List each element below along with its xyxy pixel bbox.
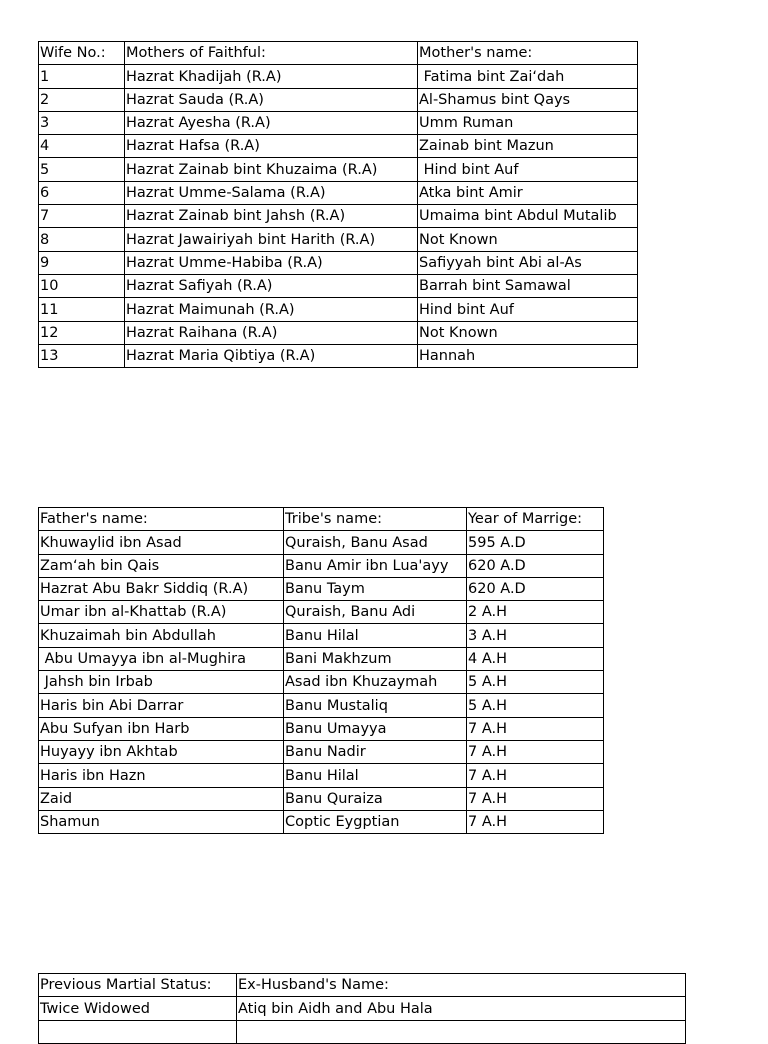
table-cell: Banu Nadir <box>284 740 467 763</box>
table-cell: Umm Ruman <box>418 111 638 134</box>
table-cell: 2 <box>39 88 125 111</box>
table-cell: Khuzaimah bin Abdullah <box>39 624 284 647</box>
table-cell: Banu Hilal <box>284 624 467 647</box>
table-cell: Safiyyah bint Abi al-As <box>418 251 638 274</box>
column-header: Wife No.: <box>39 42 125 65</box>
table-cell: Hazrat Maimunah (R.A) <box>125 298 418 321</box>
table-cell: Hazrat Sauda (R.A) <box>125 88 418 111</box>
table-cell: Haris bin Abi Darrar <box>39 694 284 717</box>
table-cell: Umar ibn al-Khattab (R.A) <box>39 601 284 624</box>
table-cell: 4 A.H <box>467 647 604 670</box>
table-cell: 620 A.D <box>467 577 604 600</box>
column-header: Mother's name: <box>418 42 638 65</box>
table-cell: Shamun <box>39 810 284 833</box>
table-cell: 9 <box>39 251 125 274</box>
table-cell: Hind bint Auf <box>418 158 638 181</box>
table-cell: Quraish, Banu Asad <box>284 531 467 554</box>
table-cell: Hazrat Abu Bakr Siddiq (R.A) <box>39 577 284 600</box>
table-row <box>39 111 638 134</box>
table-cell: Fatima bint Zai‘dah <box>418 65 638 88</box>
table-cell: Banu Amir ibn Lua'ayy <box>284 554 467 577</box>
table-cell: 5 <box>39 158 125 181</box>
table-cell: 7 A.H <box>467 787 604 810</box>
table-row <box>39 577 604 600</box>
table-cell: Banu Umayya <box>284 717 467 740</box>
table-row <box>39 298 638 321</box>
table-cell: 13 <box>39 344 125 367</box>
table-row <box>39 647 604 670</box>
table-cell: Hazrat Zainab bint Khuzaima (R.A) <box>125 158 418 181</box>
table-cell: Khuwaylid ibn Asad <box>39 531 284 554</box>
table-cell: 3 A.H <box>467 624 604 647</box>
table-cell: 3 <box>39 111 125 134</box>
table-cell: Zaid <box>39 787 284 810</box>
table-cell: Not Known <box>418 228 638 251</box>
table-cell: Twice Widowed <box>39 997 237 1020</box>
table-row <box>39 228 638 251</box>
table-cell: 11 <box>39 298 125 321</box>
fathers-tribes-table <box>38 507 604 834</box>
column-header: Ex-Husband's Name: <box>237 974 686 997</box>
table-row <box>39 135 638 158</box>
table-cell: Hazrat Umme-Habiba (R.A) <box>125 251 418 274</box>
table-cell: 620 A.D <box>467 554 604 577</box>
table-cell: 10 <box>39 274 125 297</box>
table-row <box>39 810 604 833</box>
table-cell: Banu Hilal <box>284 764 467 787</box>
table-cell: Al-Shamus bint Qays <box>418 88 638 111</box>
table-cell: 7 A.H <box>467 740 604 763</box>
table-row <box>39 601 604 624</box>
table-cell: Hazrat Ayesha (R.A) <box>125 111 418 134</box>
table-cell: 5 A.H <box>467 694 604 717</box>
table-row <box>39 321 638 344</box>
table-cell: Zam‘ah bin Qais <box>39 554 284 577</box>
table-cell: Hazrat Jawairiyah bint Harith (R.A) <box>125 228 418 251</box>
table-cell: Hind bint Auf <box>418 298 638 321</box>
column-header: Previous Martial Status: <box>39 974 237 997</box>
header-row <box>39 974 686 997</box>
table-row <box>39 531 604 554</box>
table-row <box>39 997 686 1020</box>
table-cell: 4 <box>39 135 125 158</box>
table-cell: Hazrat Safiyah (R.A) <box>125 274 418 297</box>
table-cell: Jahsh bin Irbab <box>39 671 284 694</box>
table-cell: Barrah bint Samawal <box>418 274 638 297</box>
table-row <box>39 764 604 787</box>
table-cell: 595 A.D <box>467 531 604 554</box>
table-row <box>39 671 604 694</box>
table-cell: Atka bint Amir <box>418 181 638 204</box>
table-cell: Not Known <box>418 321 638 344</box>
table-row <box>39 344 638 367</box>
wives-mothers-table <box>38 41 638 368</box>
table-row <box>39 88 638 111</box>
table-cell: Hazrat Khadijah (R.A) <box>125 65 418 88</box>
table-row <box>39 717 604 740</box>
marital-status-table-body <box>39 974 686 1044</box>
table-cell: Hannah <box>418 344 638 367</box>
table-cell: 7 A.H <box>467 764 604 787</box>
table-cell: Haris ibn Hazn <box>39 764 284 787</box>
table-cell: Banu Mustaliq <box>284 694 467 717</box>
table-cell: Huyayy ibn Akhtab <box>39 740 284 763</box>
wives-mothers-table-body <box>39 42 638 368</box>
column-header: Year of Marrige: <box>467 508 604 531</box>
table-row <box>39 787 604 810</box>
table-cell: Quraish, Banu Adi <box>284 601 467 624</box>
table-cell: Zainab bint Mazun <box>418 135 638 158</box>
table-row <box>39 274 638 297</box>
table-row <box>39 694 604 717</box>
table-cell: 7 A.H <box>467 810 604 833</box>
table-cell: 7 A.H <box>467 717 604 740</box>
marital-status-table <box>38 973 686 1044</box>
table-row <box>39 624 604 647</box>
table-cell: Hazrat Umme-Salama (R.A) <box>125 181 418 204</box>
table-row <box>39 205 638 228</box>
table-cell: Coptic Eygptian <box>284 810 467 833</box>
table-cell: 6 <box>39 181 125 204</box>
header-row <box>39 508 604 531</box>
table-cell: 2 A.H <box>467 601 604 624</box>
table-row <box>39 740 604 763</box>
table-cell: 5 A.H <box>467 671 604 694</box>
table-cell: Atiq bin Aidh and Abu Hala <box>237 997 686 1020</box>
table-cell: 12 <box>39 321 125 344</box>
fathers-tribes-table-body <box>39 508 604 834</box>
table-cell: Asad ibn Khuzaymah <box>284 671 467 694</box>
table-cell: Abu Umayya ibn al-Mughira <box>39 647 284 670</box>
table-row <box>39 181 638 204</box>
column-header: Mothers of Faithful: <box>125 42 418 65</box>
table-cell: Hazrat Zainab bint Jahsh (R.A) <box>125 205 418 228</box>
table-cell: Umaima bint Abdul Mutalib <box>418 205 638 228</box>
table-cell: Hazrat Raihana (R.A) <box>125 321 418 344</box>
table-row <box>39 251 638 274</box>
table-cell: Hazrat Maria Qibtiya (R.A) <box>125 344 418 367</box>
table-cell: 7 <box>39 205 125 228</box>
table-cell: Hazrat Hafsa (R.A) <box>125 135 418 158</box>
table-cell: Banu Taym <box>284 577 467 600</box>
table-row <box>39 554 604 577</box>
column-header: Father's name: <box>39 508 284 531</box>
table-cell: Bani Makhzum <box>284 647 467 670</box>
column-header: Tribe's name: <box>284 508 467 531</box>
table-cell: 1 <box>39 65 125 88</box>
table-row <box>39 65 638 88</box>
header-row <box>39 42 638 65</box>
table-cell: 8 <box>39 228 125 251</box>
table-row <box>39 158 638 181</box>
table-cell: Abu Sufyan ibn Harb <box>39 717 284 740</box>
table-cell: Banu Quraiza <box>284 787 467 810</box>
